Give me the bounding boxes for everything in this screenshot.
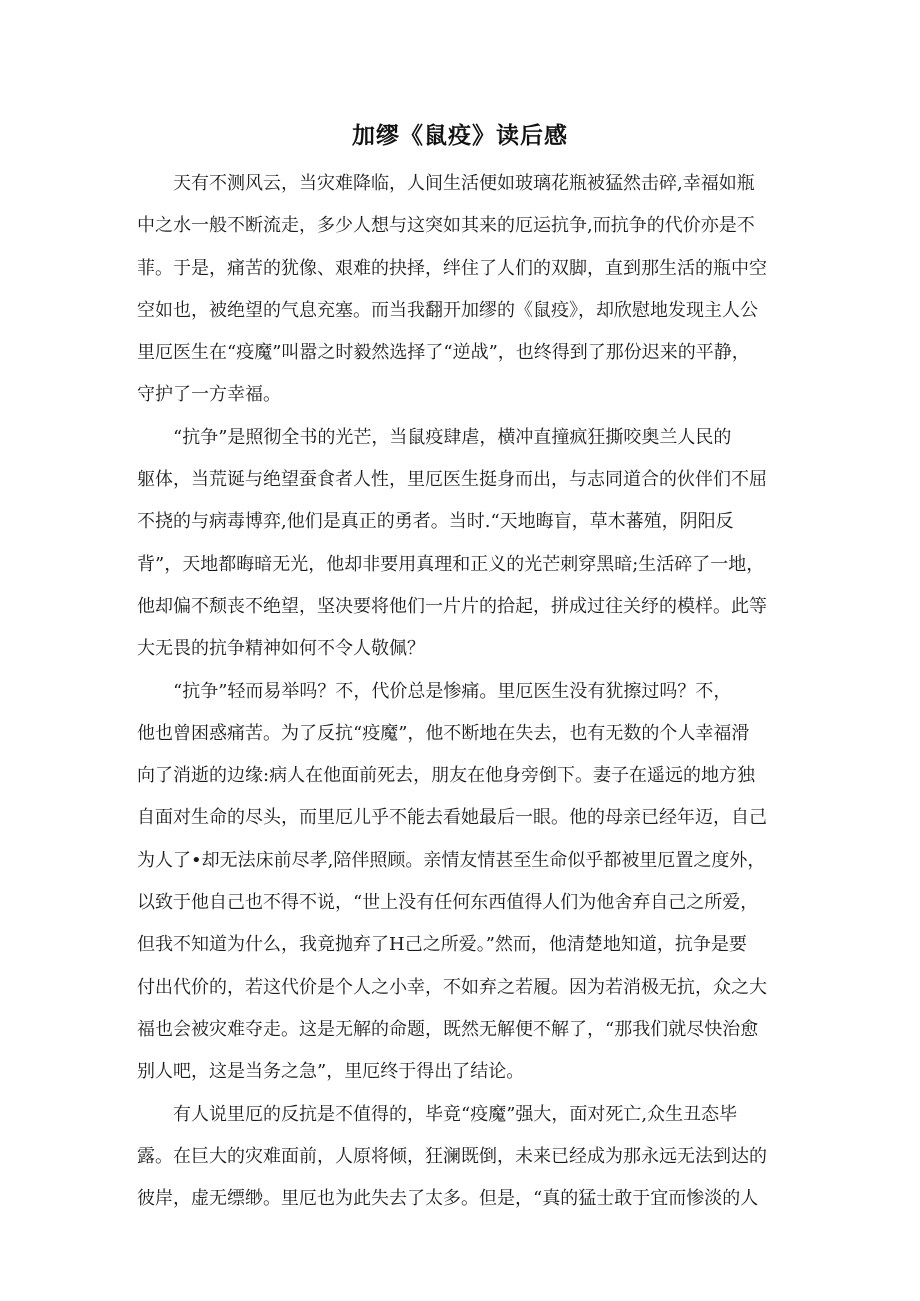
text-line: 大无畏的抗争精神如何不令人敬佩？ xyxy=(137,638,425,660)
text-line: 躯体，当荒诞与绝望蚕食者人性，里厄医生挺身而出，与志同道合的伙伴们不屈 xyxy=(137,469,767,491)
text-line: 别人吧，这是当务之急”，里厄终于得出了结论。 xyxy=(137,1061,525,1083)
text-line: 付出代价的，若这代价是个人之小幸，不如弃之若履。因为若消极无抗，众之大 xyxy=(137,976,767,998)
text-line: 自面对生命的尽头，而里厄儿乎不能去看她最后一眼。他的母亲已经年迈，自己 xyxy=(137,807,767,829)
text-line: “抗争”是照彻全书的光芒，当鼠疫肆虐，横冲直撞疯狂撕咬奥兰人民的 xyxy=(173,426,732,448)
text-line: 天有不测风云，当灾难降临，人间生活便如玻璃花瓶被猛然击碎,幸福如瓶 xyxy=(173,173,755,194)
paragraph-3 xyxy=(137,671,787,1094)
text-line: 中之水一般不断流走，多少人想与这突如其来的厄运抗争,而抗争的代价亦是不 xyxy=(137,215,755,237)
paragraph-2 xyxy=(137,417,787,671)
paragraph-4 xyxy=(137,1094,787,1221)
text-line: 他也曾困惑痛苦。为了反抗“疫魔”，他不断地在失去，也有无数的个人幸福滑 xyxy=(137,722,750,744)
text-line: 以致于他自己也不得不说，“世上没有任何东西值得人们为他舍弃自己之所爱， xyxy=(137,892,759,914)
text-line: 空如也，被绝望的气息充塞。而当我翻开加缪的《鼠疫》，却欣慰地发现主人公 xyxy=(137,299,758,321)
paragraph-1 xyxy=(137,163,787,417)
text-line: 彼岸，虚无缥缈。里厄也为此失去了太多。但是，“真的猛士敢于宜而惨淡的人 xyxy=(137,1188,759,1210)
text-line: 向了消逝的边缘:病人在他面前死去，朋友在他身旁倒下。妻子在遥远的地方独 xyxy=(137,765,756,787)
text-line: 背”，天地都晦暗无光，他却非要用真理和正义的光芒刺穿黑暗;生活碎了一地， xyxy=(137,553,765,575)
document-body xyxy=(137,163,787,1220)
text-line: “抗争”轻而易举吗？不，代价总是惨痛。里厄医生没有犹擦过吗？不， xyxy=(173,680,732,702)
text-line: 有人说里厄的反抗是不值得的，毕竟“疫魔”强大，面对死亡,众生丑态毕 xyxy=(173,1103,738,1125)
text-line: 菲。于是，痛苦的犹像、艰难的抉择，绊住了人们的双脚，直到那生活的瓶中空 xyxy=(137,257,767,279)
text-line: 守护了一方幸福。 xyxy=(137,384,281,406)
text-line: 不挠的与病毒博弈,他们是真正的勇者。当时.“天地晦盲，草木蕃殖，阴阳反 xyxy=(137,511,734,533)
document-title: 加缪《鼠疫》读后感 xyxy=(352,123,568,149)
text-line: 为人了•却无法床前尽孝,陪伴照顾。亲情友情甚至生命似乎都被里厄置之度外， xyxy=(137,849,766,871)
text-line: 但我不知道为什么，我竟抛弃了H己之所爱。”然而，他清楚地知道，抗争是要 xyxy=(137,934,747,956)
text-line: 里厄医生在“疫魔”叫嚣之时毅然选择了“逆战”，也终得到了那份迟来的平静， xyxy=(137,342,750,364)
text-line: 福也会被灾难夺走。这是无解的命题，既然无解便不解了，“那我们就尽快治愈 xyxy=(137,1018,759,1040)
text-line: 露。在巨大的灾难面前，人原将倾，狂澜既倒，未来已经成为那永远无法到达的 xyxy=(137,1145,767,1167)
text-line: 他却偏不颓丧不绝望，坚决要将他们一片片的拾起，拼成过往关纾的模样。此等 xyxy=(137,595,767,617)
